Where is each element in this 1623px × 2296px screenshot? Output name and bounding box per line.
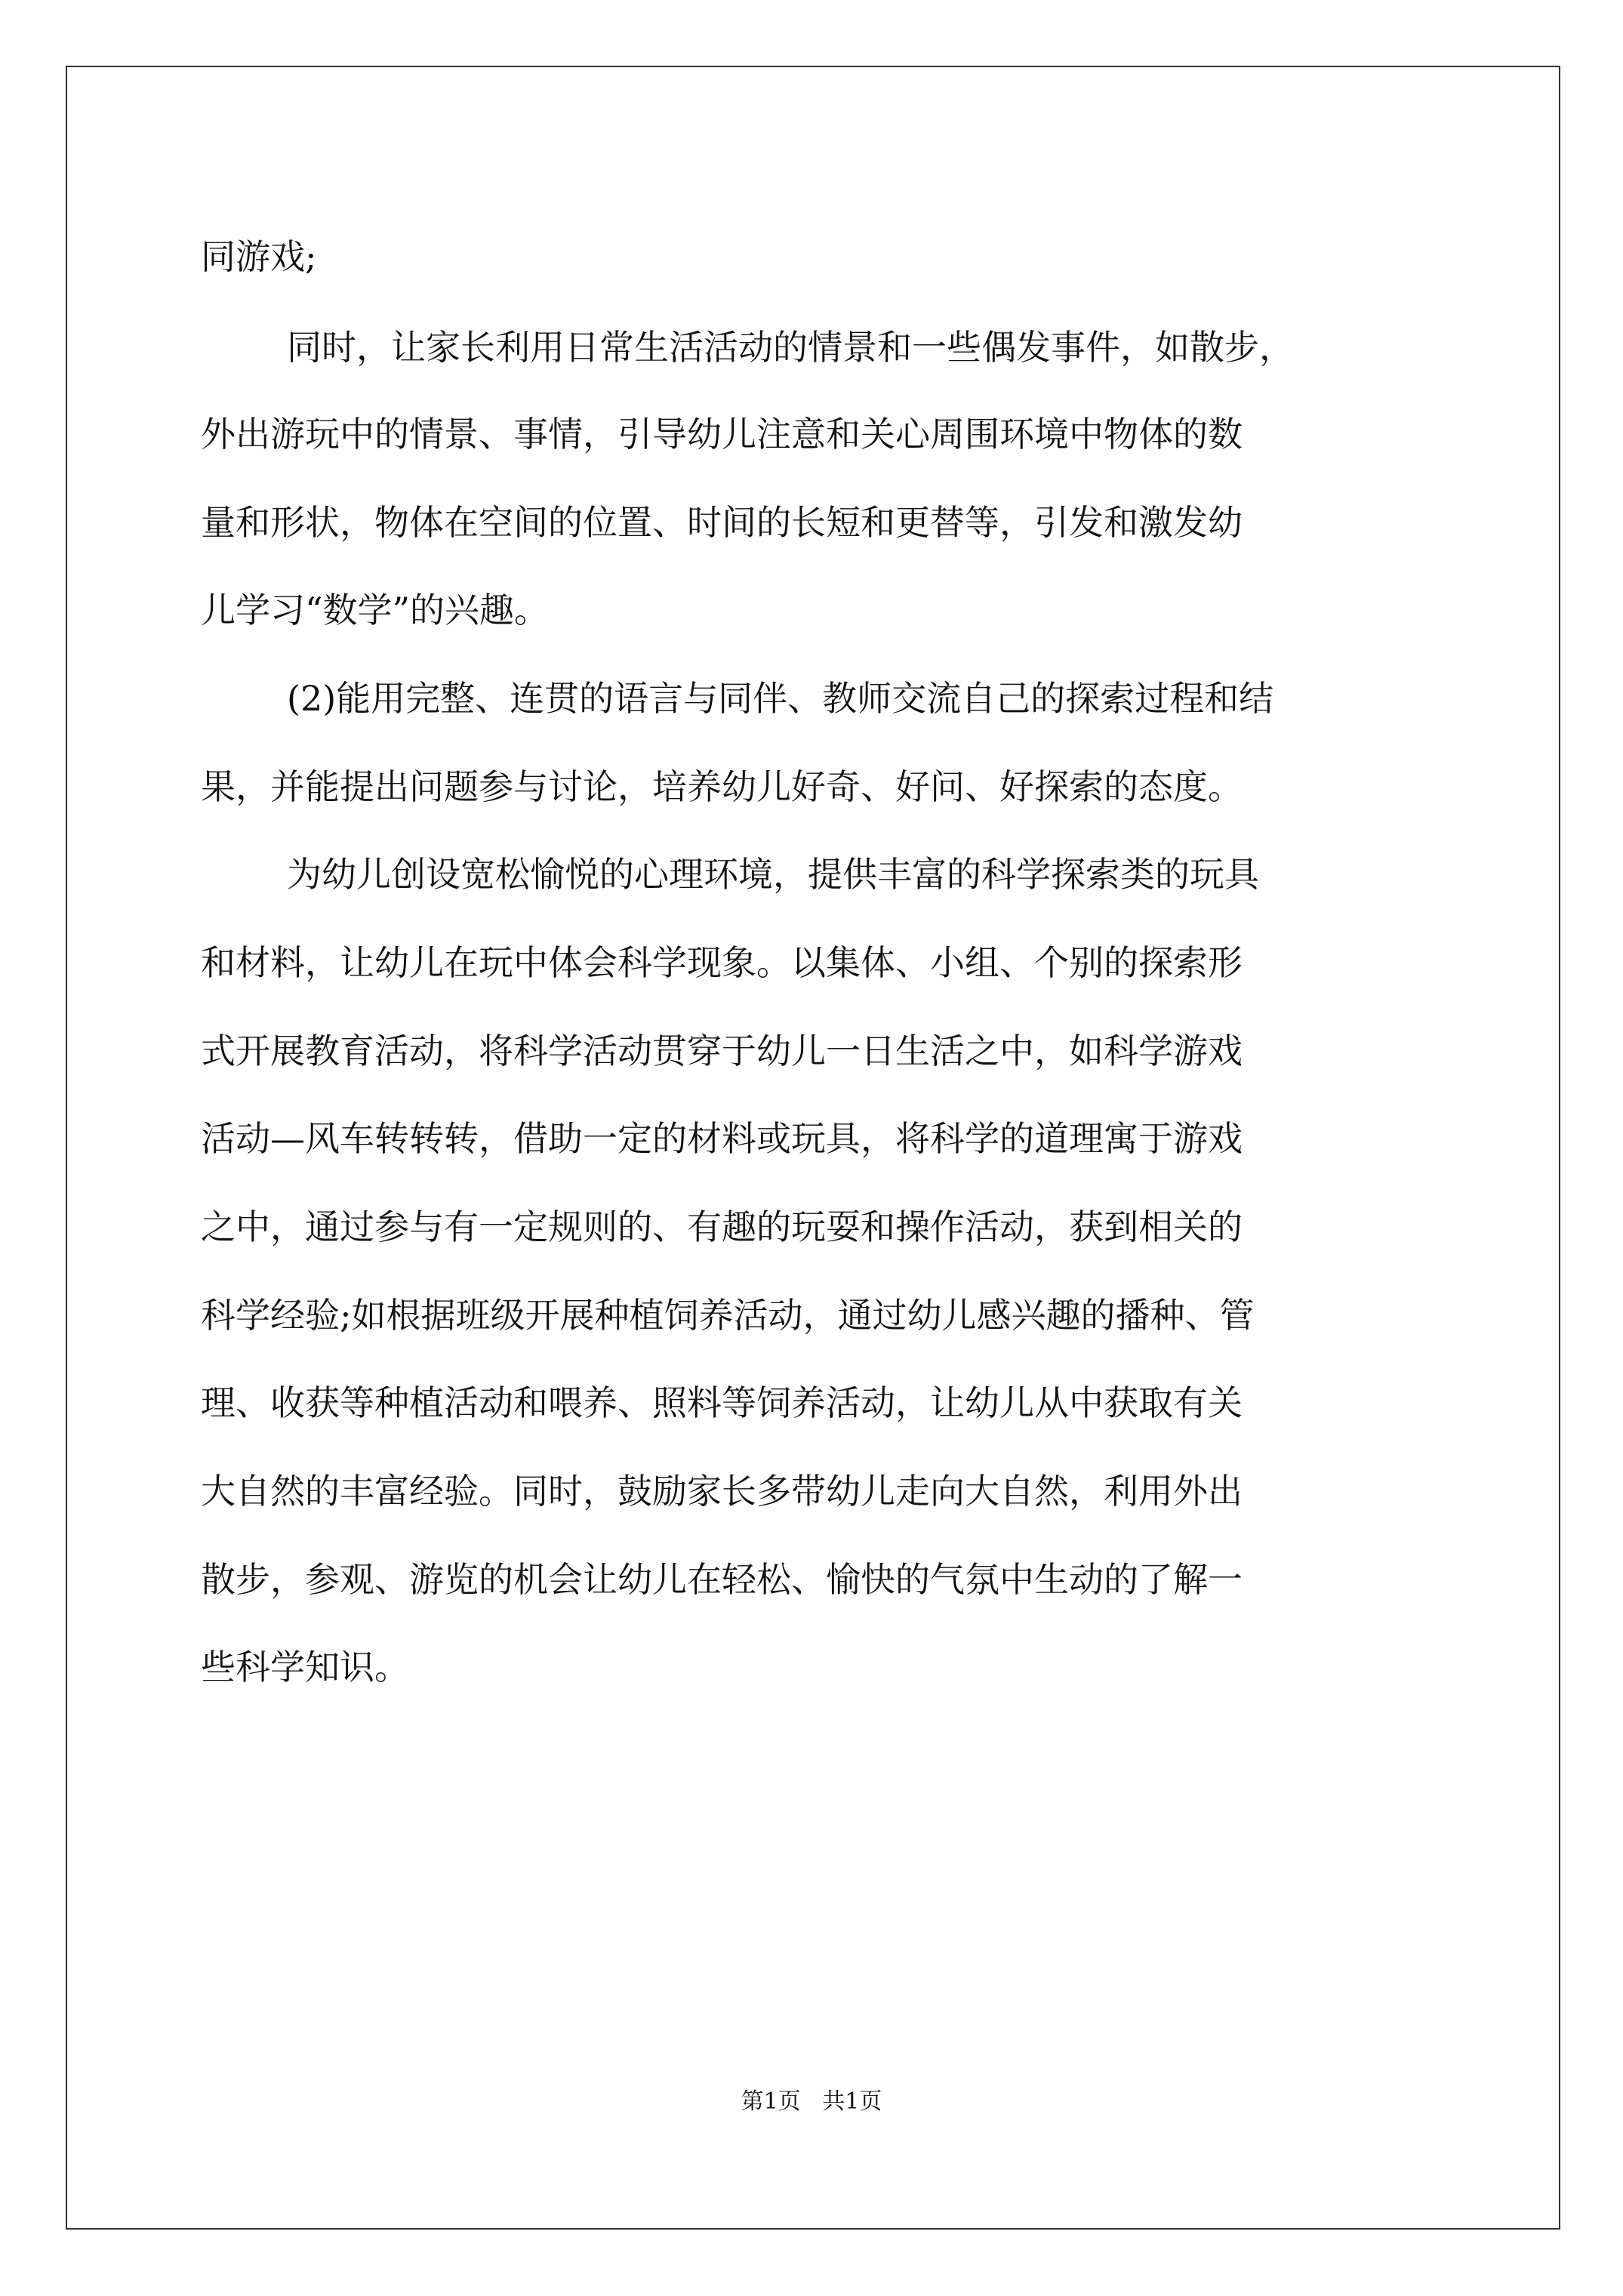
text-line: 外出游玩中的情景、事情，引导幼儿注意和关心周围环境中物体的数 xyxy=(201,414,1243,455)
text-line: 同游戏; xyxy=(201,236,317,277)
text-line: 之中，通过参与有一定规则的、有趣的玩耍和操作活动，获到相关的 xyxy=(201,1207,1243,1247)
text-line: 散步，参观、游览的机会让幼儿在轻松、愉快的气氛中生动的了解一 xyxy=(201,1559,1243,1600)
text-line: 为幼儿创设宽松愉悦的心理环境，提供丰富的科学探索类的玩具 xyxy=(287,854,1259,895)
text-line: 儿学习“数学”的兴趣。 xyxy=(201,590,550,630)
text-line: (2)能用完整、连贯的语言与同伴、教师交流自己的探索过程和结 xyxy=(287,678,1274,719)
text-line: 式开展教育活动，将科学活动贯穿于幼儿一日生活之中，如科学游戏 xyxy=(201,1031,1243,1071)
page-footer: 第1页 共1页 xyxy=(741,2088,882,2115)
text-line: 果，并能提出问题参与讨论，培养幼儿好奇、好问、好探索的态度。 xyxy=(201,766,1243,807)
text-line: 量和形状，物体在空间的位置、时间的长短和更替等，引发和激发幼 xyxy=(201,502,1243,543)
text-line: 大自然的丰富经验。同时，鼓励家长多带幼儿走向大自然，利用外出 xyxy=(201,1471,1243,1512)
text-line: 活动—风车转转转，借助一定的材料或玩具，将科学的道理寓于游戏 xyxy=(201,1118,1243,1159)
text-line: 理、收获等种植活动和喂养、照料等饲养活动，让幼儿从中获取有关 xyxy=(201,1382,1243,1423)
text-line: 和材料，让幼儿在玩中体会科学现象。以集体、小组、个别的探索形 xyxy=(201,942,1243,983)
text-line: 同时，让家长利用日常生活活动的情景和一些偶发事件，如散步， xyxy=(287,327,1294,368)
text-line: 科学经验;如根据班级开展种植饲养活动，通过幼儿感兴趣的播种、管 xyxy=(201,1295,1255,1336)
text-line: 些科学知识。 xyxy=(201,1647,409,1687)
